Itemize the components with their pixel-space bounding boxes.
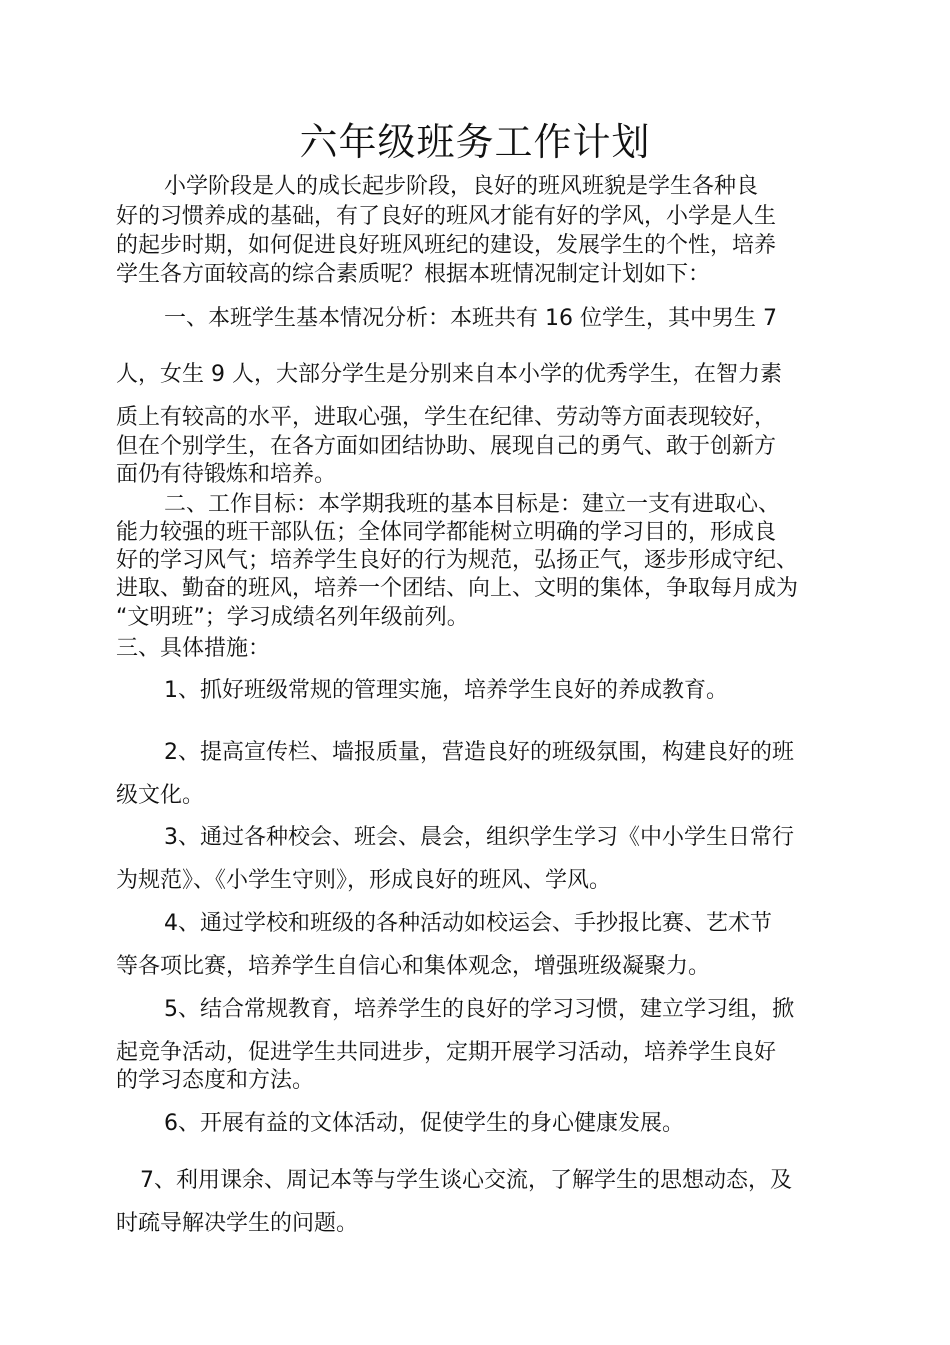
- section-1-line-5: 面仍有待锻炼和培养。: [116, 462, 337, 487]
- measure-5-line-2: 起竞争活动，促进学生共同进步，定期开展学习活动，培养学生良好: [116, 1040, 777, 1065]
- section-2-line-5: “文明班”；学习成绩名列年级前列。: [116, 605, 469, 630]
- measure-5-line-3: 的学习态度和方法。: [116, 1068, 315, 1093]
- intro-line-2: 好的习惯养成的基础，有了良好的班风才能有好的学风，小学是人生: [116, 204, 777, 229]
- intro-line-3: 的起步时期，如何促进良好班风班纪的建设，发展学生的个性，培养: [116, 233, 777, 258]
- section-1-heading-line: 一、本班学生基本情况分析：本班共有 16 位学生，其中男生 7: [164, 306, 777, 331]
- section-1-line-4: 但在个别学生，在各方面如团结协助、展现自己的勇气、敢于创新方: [116, 434, 777, 459]
- measure-3-line-1: 3、通过各种校会、班会、晨会，组织学生学习《中小学生日常行: [164, 825, 794, 850]
- section-2-heading-line: 二、工作目标：本学期我班的基本目标是：建立一支有进取心、: [164, 492, 781, 517]
- section-2-line-4: 进取、勤奋的班风，培养一个团结、向上、文明的集体，争取每月成为: [116, 576, 799, 601]
- measure-4-line-2: 等各项比赛，培养学生自信心和集体观念，增强班级凝聚力。: [116, 954, 711, 979]
- measure-6: 6、开展有益的文体活动，促使学生的身心健康发展。: [164, 1111, 684, 1136]
- section-2-line-3: 好的学习风气；培养学生良好的行为规范，弘扬正气，逐步形成守纪、: [116, 548, 799, 573]
- section-1-line-2: 人，女生 9 人，大部分学生是分别来自本小学的优秀学生，在智力素: [116, 362, 782, 387]
- measure-3-line-2: 为规范》、《小学生守则》，形成良好的班风、学风。: [116, 868, 612, 893]
- section-1-line-3: 质上有较高的水平，进取心强，学生在纪律、劳动等方面表现较好，: [116, 405, 777, 430]
- measure-5-line-1: 5、结合常规教育，培养学生的良好的学习习惯，建立学习组，掀: [164, 997, 794, 1022]
- section-3-heading: 三、具体措施：: [116, 636, 271, 661]
- measure-4-line-1: 4、通过学校和班级的各种活动如校运会、手抄报比赛、艺术节: [164, 911, 772, 936]
- document-title: 六年级班务工作计划: [299, 120, 651, 164]
- measure-7-line-2: 时疏导解决学生的问题。: [116, 1211, 359, 1236]
- measure-2-line-2: 级文化。: [116, 783, 205, 808]
- intro-line-4: 学生各方面较高的综合素质呢？根据本班情况制定计划如下：: [116, 262, 711, 287]
- measure-2-line-1: 2、提高宣传栏、墙报质量，营造良好的班级氛围，构建良好的班: [164, 740, 794, 765]
- measure-1: 1、抓好班级常规的管理实施，培养学生良好的养成教育。: [164, 678, 728, 703]
- intro-line-1: 小学阶段是人的成长起步阶段，良好的班风班貌是学生各种良: [164, 174, 759, 199]
- section-2-line-2: 能力较强的班干部队伍；全体同学都能树立明确的学习目的，形成良: [116, 520, 777, 545]
- measure-7-line-1: 7、利用课余、周记本等与学生谈心交流，了解学生的思想动态，及: [140, 1168, 792, 1193]
